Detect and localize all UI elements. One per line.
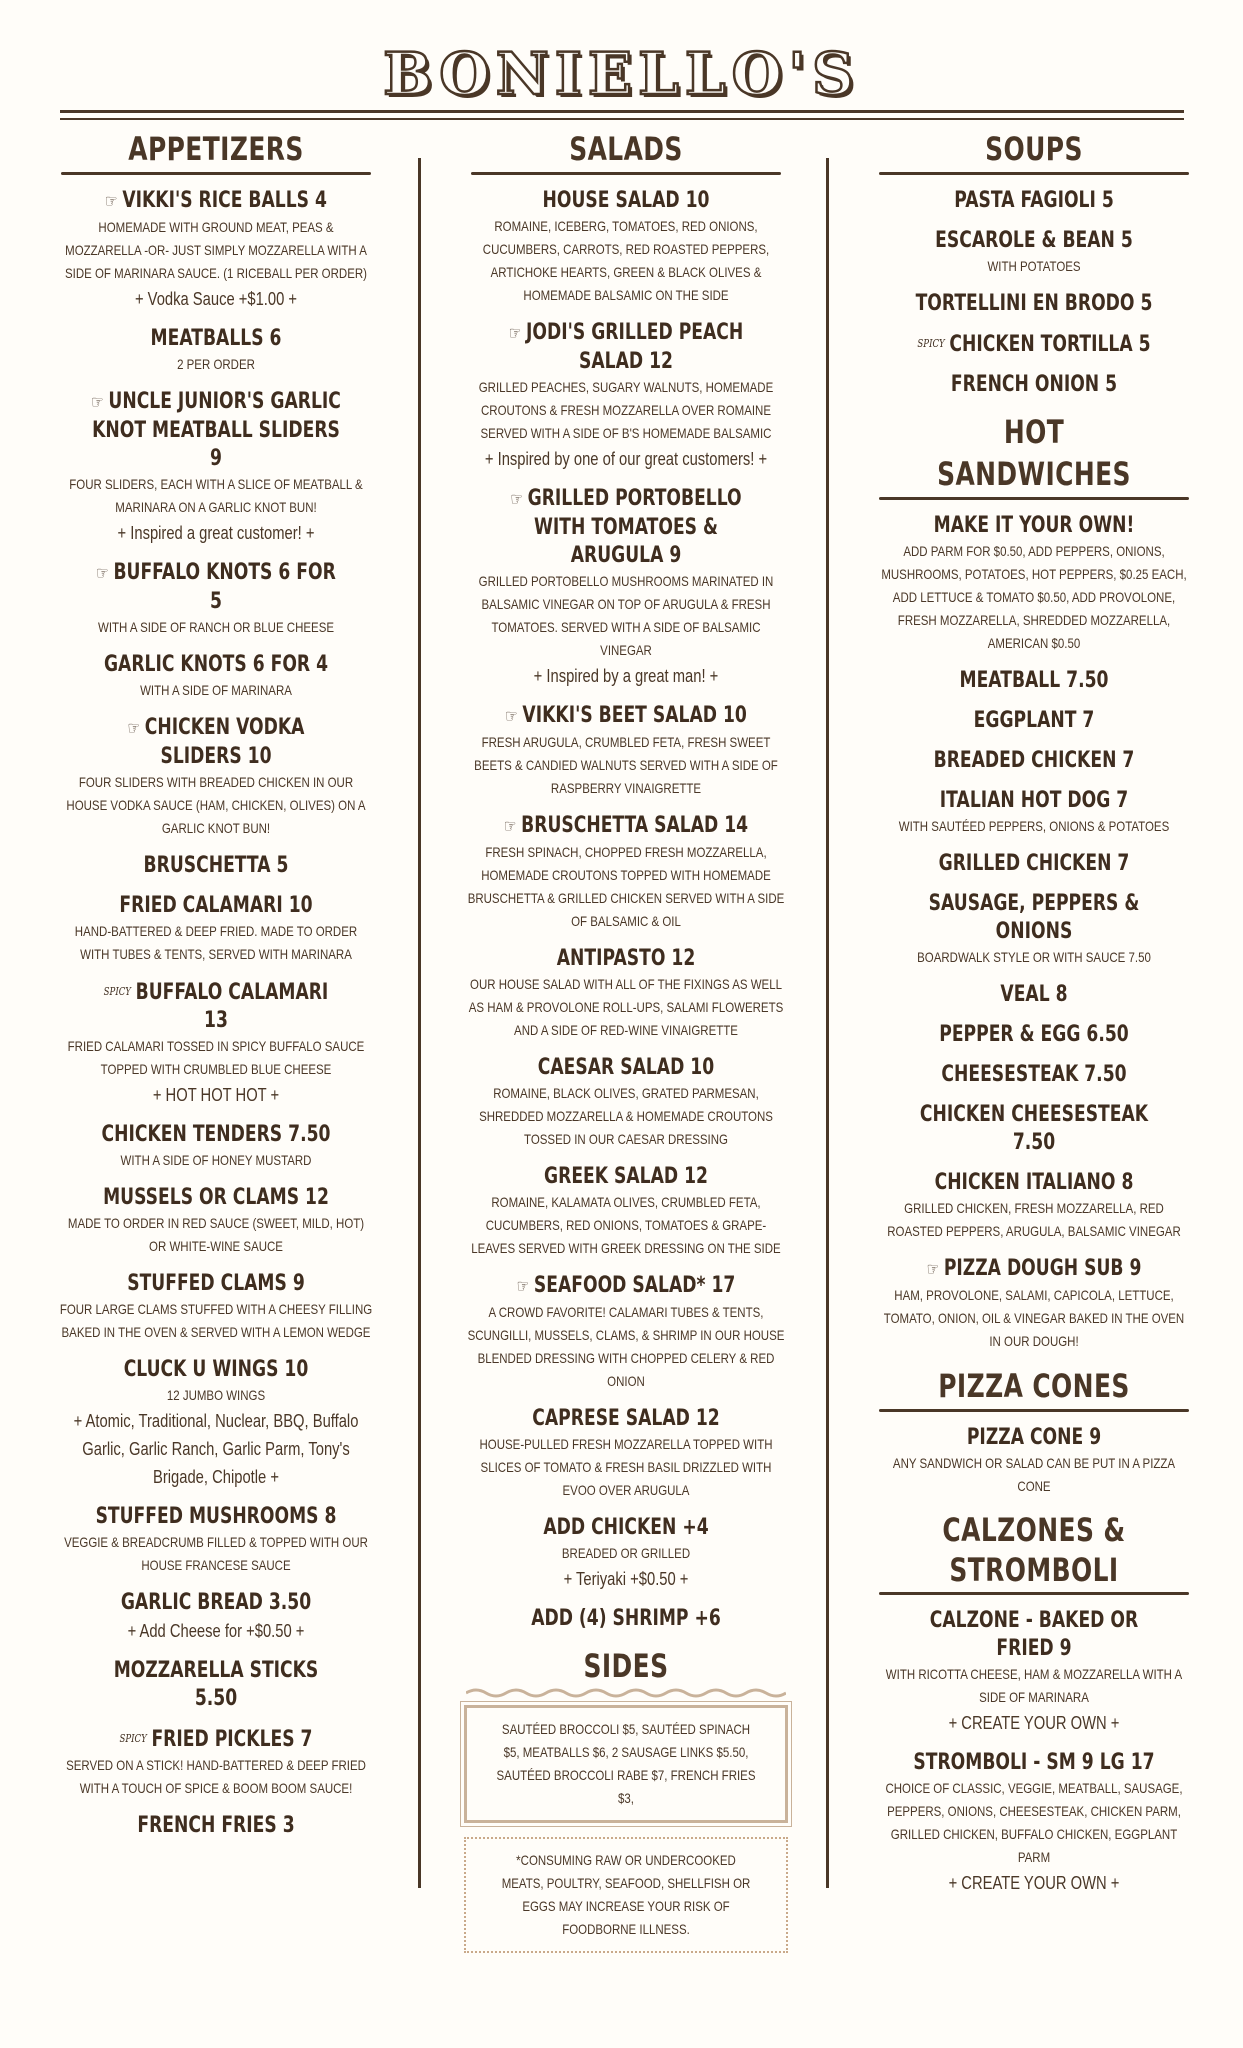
item-description: HAND-BATTERED & DEEP FRIED. MADE TO ORDER WITH TUBES & TENTS, SERVED WITH MARINARA bbox=[74, 923, 358, 962]
item-name-text: CHICKEN CHEESESTEAK 7.50 bbox=[919, 1102, 1149, 1155]
calzones-rule bbox=[879, 1592, 1189, 1595]
menu-item bbox=[462, 945, 790, 1042]
item-description: GRILLED PORTOBELLO MUSHROOMS MARINATED IN BALSAMIC VINEGAR ON TOP OF ARUGULA & FRESH TOMATOES. SERVED WITH A SIDE OF BALSAMIC VINEGAR bbox=[478, 573, 774, 658]
menu-item bbox=[55, 1657, 377, 1713]
item-description: 12 JUMBO WINGS bbox=[166, 1387, 266, 1403]
item-name bbox=[498, 945, 754, 973]
menu-item bbox=[462, 187, 790, 307]
appetizers-title: APPETIZERS bbox=[128, 130, 304, 168]
menu-item bbox=[873, 1424, 1195, 1498]
menu-item bbox=[55, 325, 377, 376]
menu-item bbox=[873, 747, 1195, 775]
soups-rule bbox=[879, 172, 1189, 175]
sides-list: SAUTÉED BROCCOLI $5, SAUTÉED SPINACH $5, MEATBALLS $6, 2 SAUSAGE LINKS $5.50, SAUTÉED BROCCOLI RABE $7, FRENCH FRIES $3, bbox=[496, 1721, 756, 1806]
item-description: FRIED CALAMARI TOSSED IN SPICY BUFFALO SAUCE TOPPED WITH CRUMBLED BLUE CHEESE bbox=[67, 1038, 365, 1077]
item-name bbox=[908, 227, 1159, 255]
item-name bbox=[908, 1255, 1159, 1284]
hot-sandwiches-rule bbox=[879, 497, 1189, 500]
item-name bbox=[90, 1812, 341, 1840]
item-description: BREADED OR GRILLED bbox=[561, 1545, 691, 1561]
item-description: ROMAINE, KALAMATA OLIVES, CRUMBLED FETA, CUCUMBERS, RED ONIONS, TOMATOES & GRAPE-LEAVES SERVED WITH GREEK DRESSING ON THE SIDE bbox=[471, 1194, 781, 1256]
item-name bbox=[90, 1657, 341, 1713]
item-name bbox=[90, 714, 341, 771]
item-name bbox=[90, 559, 341, 616]
item-description: VEGGIE & BREADCRUMB FILLED & TOPPED WITH OUR HOUSE FRANCESE SAUCE bbox=[64, 1534, 368, 1573]
item-name-text: CAESAR SALAD 10 bbox=[537, 1055, 715, 1080]
menu-item bbox=[55, 1589, 377, 1645]
item-description: WITH RICOTTA CHEESE, HAM & MOZZARELLA WITH A SIDE OF MARINARA bbox=[885, 1666, 1183, 1705]
item-description: WITH A SIDE OF RANCH OR BLUE CHEESE bbox=[97, 619, 335, 635]
item-description: MADE TO ORDER IN RED SAUCE (SWEET, MILD, HOT) OR WHITE-WINE SAUCE bbox=[67, 1215, 365, 1254]
item-name bbox=[498, 1605, 754, 1633]
item-description: FRESH SPINACH, CHOPPED FRESH MOZZARELLA, HOMEMADE CROUTONS TOPPED WITH HOMEMADE BRUSCHETTA & GRILLED CHICKEN SERVED WITH A SIDE OF BALSAMIC & OIL bbox=[467, 844, 785, 929]
item-name-text: MEATBALL 7.50 bbox=[959, 668, 1109, 693]
item-name bbox=[90, 1725, 341, 1754]
header-rule-thick bbox=[60, 110, 1184, 113]
salads-rule bbox=[471, 172, 781, 175]
item-name-text: HOUSE SALAD 10 bbox=[542, 188, 710, 213]
menu-item bbox=[873, 371, 1195, 399]
item-note: + Teriyaki +$0.50 + bbox=[563, 1569, 689, 1589]
item-description: ROMAINE, ICEBERG, TOMATOES, RED ONIONS, CUCUMBERS, CARROTS, RED ROASTED PEPPERS, ARTICHOKE HEARTS, GREEN & BLACK OLIVES & HOMEMADE BALSAMIC ON THE SIDE bbox=[482, 218, 770, 303]
item-name bbox=[90, 388, 341, 473]
item-description: HOMEMADE WITH GROUND MEAT, PEAS & MOZZARELLA -OR- JUST SIMPLY MOZZARELLA WITH A SIDE OF MARINARA SAUCE. (1 RICEBALL PER ORDER) bbox=[65, 219, 367, 281]
menu-item bbox=[873, 1607, 1195, 1737]
item-name-text: STUFFED MUSHROOMS 8 bbox=[95, 1504, 337, 1529]
menu-item bbox=[55, 1270, 377, 1344]
menu-item bbox=[873, 512, 1195, 655]
item-name bbox=[90, 852, 341, 880]
item-name bbox=[908, 890, 1159, 946]
item-note: + HOT HOT HOT + bbox=[152, 1085, 280, 1105]
item-name-text: MAKE IT YOUR OWN! bbox=[933, 513, 1135, 538]
pointing-hand-icon: ☞ bbox=[508, 323, 522, 344]
pointing-hand-icon: ☞ bbox=[516, 1276, 530, 1297]
salads-title: SALADS bbox=[569, 130, 683, 168]
pointing-hand-icon: ☞ bbox=[503, 816, 517, 837]
item-name bbox=[90, 1121, 341, 1149]
menu-item bbox=[873, 890, 1195, 969]
item-description: BOARDWALK STYLE OR WITH SAUCE 7.50 bbox=[917, 949, 1151, 965]
column-appetizers bbox=[55, 128, 377, 1852]
hot-sandwiches-section bbox=[873, 411, 1195, 1353]
menu-item bbox=[462, 319, 790, 473]
menu-item bbox=[55, 651, 377, 702]
appetizers-rule bbox=[61, 172, 371, 175]
item-name bbox=[498, 1054, 754, 1082]
item-note: + Vodka Sauce +$1.00 + bbox=[134, 289, 298, 309]
item-name bbox=[90, 1184, 341, 1212]
item-note: + CREATE YOUR OWN + bbox=[948, 1873, 1120, 1893]
item-name-text: STROMBOLI - SM 9 LG 17 bbox=[913, 1750, 1155, 1775]
item-name-text: CHICKEN VODKA SLIDERS 10 bbox=[144, 715, 305, 769]
item-name bbox=[908, 707, 1159, 735]
menu-item bbox=[55, 1121, 377, 1172]
item-name bbox=[908, 1169, 1159, 1197]
menu-item bbox=[462, 485, 790, 690]
item-name-text: BUFFALO KNOTS 6 FOR 5 bbox=[113, 560, 336, 614]
item-name-text: TORTELLINI EN BRODO 5 bbox=[915, 291, 1153, 316]
item-name-text: FRIED PICKLES 7 bbox=[151, 1727, 313, 1752]
pointing-hand-icon: ☞ bbox=[96, 563, 109, 584]
item-name bbox=[908, 187, 1159, 215]
item-name bbox=[908, 1101, 1159, 1157]
item-name-text: CHICKEN TENDERS 7.50 bbox=[101, 1122, 331, 1147]
menu-item bbox=[55, 714, 377, 840]
item-description: CHOICE OF CLASSIC, VEGGIE, MEATBALL, SAUSAGE, PEPPERS, ONIONS, CHEESESTEAK, CHICKEN PARM, GRILLED CHICKEN, BUFFALO CHICKEN, EGGPLANT PARM bbox=[885, 1780, 1183, 1865]
appetizers-section bbox=[55, 128, 377, 1840]
menu-item bbox=[873, 290, 1195, 318]
item-note: + Inspired by a great man! + bbox=[533, 666, 719, 686]
item-name bbox=[498, 812, 754, 841]
item-note: + Atomic, Traditional, Nuclear, BBQ, Buffalo Garlic, Garlic Ranch, Garlic Parm, Tony's Brigade, Chipotle + bbox=[73, 1411, 359, 1487]
item-name-text: BREADED CHICKEN 7 bbox=[933, 748, 1135, 773]
item-name-text: FRIED CALAMARI 10 bbox=[119, 893, 313, 918]
item-name bbox=[908, 747, 1159, 775]
item-name-text: PEPPER & EGG 6.50 bbox=[939, 1022, 1129, 1047]
menu-item bbox=[55, 187, 377, 313]
item-name bbox=[90, 1589, 341, 1617]
menu-item bbox=[55, 388, 377, 547]
item-name-text: CLUCK U WINGS 10 bbox=[123, 1357, 309, 1382]
item-name-text: MEATBALLS 6 bbox=[150, 326, 282, 351]
pointing-hand-icon: ☞ bbox=[127, 718, 141, 739]
pointing-hand-icon: ☞ bbox=[505, 706, 518, 727]
pointing-hand-icon: ☞ bbox=[91, 392, 104, 413]
item-description: WITH POTATOES bbox=[987, 258, 1081, 274]
calzones-title: CALZONES & STROMBOLI bbox=[942, 1511, 1126, 1589]
item-name bbox=[498, 1514, 754, 1542]
item-name bbox=[90, 1356, 341, 1384]
item-name bbox=[90, 325, 341, 353]
item-description: GRILLED PEACHES, SUGARY WALNUTS, HOMEMADE CROUTONS & FRESH MOZZARELLA OVER ROMAINE SERVED WITH A SIDE OF B'S HOMEMADE BALSAMIC bbox=[478, 379, 774, 441]
menu-item bbox=[55, 559, 377, 639]
spicy-label: SPICY bbox=[103, 985, 131, 998]
menu-item bbox=[55, 978, 377, 1109]
item-name-text: ITALIAN HOT DOG 7 bbox=[939, 788, 1129, 813]
item-name bbox=[908, 290, 1159, 318]
wave-divider bbox=[466, 1687, 786, 1699]
item-name-text: EGGPLANT 7 bbox=[973, 708, 1095, 733]
menu-item bbox=[873, 1061, 1195, 1089]
menu-item bbox=[873, 227, 1195, 278]
menu-item bbox=[873, 787, 1195, 838]
item-name-text: VEAL 8 bbox=[1000, 982, 1068, 1007]
menu-item bbox=[873, 1169, 1195, 1243]
item-name-text: PIZZA CONE 9 bbox=[966, 1425, 1102, 1450]
menu-item bbox=[462, 1163, 790, 1260]
item-name-text: GRILLED CHICKEN 7 bbox=[938, 851, 1130, 876]
food-warning: *CONSUMING RAW OR UNDERCOOKED MEATS, POULTRY, SEAFOOD, SHELLFISH OR EGGS MAY INCREASE YOUR RISK OF FOODBORNE ILLNESS. bbox=[501, 1852, 751, 1937]
item-note: + Add Cheese for +$0.50 + bbox=[127, 1621, 305, 1641]
menu-item bbox=[55, 1725, 377, 1800]
item-description: 2 PER ORDER bbox=[177, 356, 255, 372]
menu-item bbox=[55, 1356, 377, 1491]
menu-item bbox=[873, 981, 1195, 1009]
item-description: WITH SAUTÉED PEPPERS, ONIONS & POTATOES bbox=[898, 818, 1170, 834]
item-name bbox=[908, 667, 1159, 695]
item-name bbox=[90, 892, 341, 920]
item-name-text: GARLIC KNOTS 6 FOR 4 bbox=[103, 652, 329, 677]
menu-item bbox=[873, 707, 1195, 735]
calzones-section bbox=[873, 1510, 1195, 1897]
restaurant-name: BONIELLO'S bbox=[383, 40, 860, 108]
item-name bbox=[90, 651, 341, 679]
pointing-hand-icon: ☞ bbox=[926, 1259, 940, 1280]
sides-box bbox=[464, 1705, 788, 1823]
item-description: HOUSE-PULLED FRESH MOZZARELLA TOPPED WITH SLICES OF TOMATO & FRESH BASIL DRIZZLED WITH EVOO OVER ARUGULA bbox=[479, 1436, 773, 1498]
item-name-text: VIKKI'S RICE BALLS 4 bbox=[122, 188, 327, 213]
menu-item bbox=[873, 850, 1195, 878]
menu-item bbox=[462, 1514, 790, 1593]
item-name-text: BUFFALO CALAMARI 13 bbox=[135, 980, 329, 1033]
sides-title: SIDES bbox=[583, 1647, 669, 1685]
item-name-text: CALZONE - BAKED OR FRIED 9 bbox=[929, 1608, 1139, 1661]
item-name bbox=[908, 1021, 1159, 1049]
item-name-text: ADD CHICKEN +4 bbox=[543, 1515, 709, 1540]
sides-section bbox=[462, 1645, 790, 1953]
spicy-label: SPICY bbox=[119, 1732, 147, 1745]
item-description: ROMAINE, BLACK OLIVES, GRATED PARMESAN, SHREDDED MOZZARELLA & HOMEMADE CROUTONS TOSSED IN OUR CAESAR DRESSING bbox=[479, 1085, 773, 1147]
food-warning-box bbox=[464, 1837, 788, 1953]
item-name bbox=[90, 1503, 341, 1531]
item-name-text: STUFFED CLAMS 9 bbox=[127, 1271, 305, 1296]
item-description: SERVED ON A STICK! HAND-BATTERED & DEEP FRIED WITH A TOUCH OF SPICE & BOOM BOOM SAUCE! bbox=[66, 1757, 366, 1796]
item-name-text: JODI'S GRILLED PEACH SALAD 12 bbox=[526, 320, 744, 374]
item-description: FOUR SLIDERS, EACH WITH A SLICE OF MEATBALL & MARINARA ON A GARLIC KNOT BUN! bbox=[69, 476, 363, 515]
item-name-text: FRENCH ONION 5 bbox=[950, 372, 1118, 397]
menu-item bbox=[55, 892, 377, 966]
menu-item bbox=[873, 187, 1195, 215]
item-name bbox=[498, 1405, 754, 1433]
item-description: ANY SANDWICH OR SALAD CAN BE PUT IN A PIZZA CONE bbox=[892, 1455, 1176, 1494]
item-description: FRESH ARUGULA, CRUMBLED FETA, FRESH SWEET BEETS & CANDIED WALNUTS SERVED WITH A SIDE OF RASPBERRY VINAIGRETTE bbox=[474, 734, 778, 796]
menu-item bbox=[462, 1272, 790, 1393]
item-name-text: BRUSCHETTA SALAD 14 bbox=[521, 813, 749, 838]
item-name bbox=[908, 1424, 1159, 1452]
item-name bbox=[498, 485, 754, 570]
item-name-text: PASTA FAGIOLI 5 bbox=[954, 188, 1114, 213]
item-name bbox=[908, 787, 1159, 815]
item-name-text: PIZZA DOUGH SUB 9 bbox=[943, 1256, 1142, 1281]
item-name-text: CHICKEN ITALIANO 8 bbox=[934, 1170, 1134, 1195]
column-right bbox=[873, 128, 1195, 1909]
item-description: WITH A SIDE OF HONEY MUSTARD bbox=[120, 1152, 312, 1168]
item-note: + Inspired a great customer! + bbox=[117, 523, 315, 543]
item-description: A CROWD FAVORITE! CALAMARI TUBES & TENTS, SCUNGILLI, MUSSELS, CLAMS, & SHRIMP IN OUR HOUSE BLENDED DRESSING WITH CHOPPED CELERY & RED ONION bbox=[467, 1304, 785, 1389]
menu-item bbox=[55, 852, 377, 880]
menu-item bbox=[462, 1054, 790, 1151]
item-description: OUR HOUSE SALAD WITH ALL OF THE FIXINGS AS WELL AS HAM & PROVOLONE ROLL-UPS, SALAMI FLOWERETS AND A SIDE OF RED-WINE VINAIGRETTE bbox=[468, 976, 784, 1038]
pointing-hand-icon: ☞ bbox=[510, 489, 523, 510]
column-divider-right bbox=[826, 158, 829, 1888]
item-name bbox=[90, 978, 341, 1035]
menu-item bbox=[873, 667, 1195, 695]
item-name-text: SAUSAGE, PEPPERS & ONIONS bbox=[928, 891, 1140, 944]
header-rule-thin bbox=[60, 118, 1184, 120]
item-name-text: CAPRESE SALAD 12 bbox=[532, 1406, 720, 1431]
item-note: + CREATE YOUR OWN + bbox=[948, 1713, 1120, 1733]
item-name-text: SEAFOOD SALAD* 17 bbox=[533, 1273, 736, 1298]
item-name-text: UNCLE JUNIOR'S GARLIC KNOT MEATBALL SLIDERS 9 bbox=[92, 389, 341, 471]
menu-item bbox=[873, 1255, 1195, 1353]
menu-item bbox=[873, 1101, 1195, 1157]
pizza-cones-rule bbox=[879, 1409, 1189, 1412]
item-description: HAM, PROVOLONE, SALAMI, CAPICOLA, LETTUCE, TOMATO, ONION, OIL & VINEGAR BAKED IN THE OVEN IN OUR DOUGH! bbox=[883, 1287, 1185, 1349]
soups-section bbox=[873, 128, 1195, 399]
item-name bbox=[498, 187, 754, 215]
item-name-text: FRENCH FRIES 3 bbox=[137, 1813, 295, 1838]
item-name bbox=[908, 512, 1159, 540]
item-name bbox=[498, 702, 754, 731]
item-name bbox=[908, 981, 1159, 1009]
menu-item bbox=[873, 330, 1195, 359]
item-name bbox=[908, 1061, 1159, 1089]
item-name bbox=[498, 1272, 754, 1301]
item-name-text: MUSSELS OR CLAMS 12 bbox=[103, 1185, 329, 1210]
menu-item bbox=[55, 1503, 377, 1577]
item-description: GRILLED CHICKEN, FRESH MOZZARELLA, RED ROASTED PEPPERS, ARUGULA, BALSAMIC VINEGAR bbox=[887, 1200, 1181, 1239]
item-description: FOUR LARGE CLAMS STUFFED WITH A CHEESY FILLING BAKED IN THE OVEN & SERVED WITH A LEMON WEDGE bbox=[59, 1301, 373, 1340]
item-note: + Inspired by one of our great customers! + bbox=[484, 449, 768, 469]
menu-item bbox=[462, 1405, 790, 1502]
item-name-text: CHICKEN TORTILLA 5 bbox=[949, 332, 1151, 357]
item-name-text: GARLIC BREAD 3.50 bbox=[120, 1590, 312, 1615]
item-name bbox=[908, 371, 1159, 399]
menu-item bbox=[462, 702, 790, 800]
item-name-text: ESCAROLE & BEAN 5 bbox=[935, 228, 1133, 253]
pizza-cones-section bbox=[873, 1365, 1195, 1498]
item-description: FOUR SLIDERS WITH BREADED CHICKEN IN OUR HOUSE VODKA SAUCE (HAM, CHICKEN, OLIVES) ON A GARLIC KNOT BUN! bbox=[66, 774, 366, 836]
item-name-text: GREEK SALAD 12 bbox=[544, 1164, 708, 1189]
menu-item bbox=[873, 1021, 1195, 1049]
column-salads bbox=[462, 128, 790, 1953]
item-name bbox=[908, 330, 1159, 359]
hot-sandwiches-title: HOT SANDWICHES bbox=[937, 413, 1131, 493]
item-description: ADD PARM FOR $0.50, ADD PEPPERS, ONIONS, MUSHROOMS, POTATOES, HOT PEPPERS, $0.25 EACH, ADD LETTUCE & TOMATO $0.50, ADD PROVOLONE, FRESH MOZZARELLA, SHREDDED MOZZARELLA, AMERICAN $0.50 bbox=[881, 543, 1187, 651]
salads-section bbox=[462, 128, 790, 1633]
item-name-text: MOZZARELLA STICKS 5.50 bbox=[113, 1658, 319, 1711]
pizza-cones-title: PIZZA CONES bbox=[938, 1367, 1130, 1405]
item-name bbox=[908, 1607, 1159, 1663]
menu-item bbox=[55, 1812, 377, 1840]
item-name-text: GRILLED PORTOBELLO WITH TOMATOES & ARUGULA 9 bbox=[527, 486, 742, 568]
item-name bbox=[90, 187, 341, 216]
menu-item bbox=[462, 1605, 790, 1633]
item-description: WITH A SIDE OF MARINARA bbox=[140, 682, 292, 698]
item-name-text: ANTIPASTO 12 bbox=[556, 946, 696, 971]
item-name bbox=[498, 319, 754, 376]
item-name-text: ADD (4) SHRIMP +6 bbox=[531, 1606, 721, 1631]
soups-title: SOUPS bbox=[985, 130, 1083, 168]
menu-item bbox=[873, 1749, 1195, 1897]
item-name bbox=[908, 1749, 1159, 1777]
menu-item bbox=[55, 1184, 377, 1258]
item-name bbox=[908, 850, 1159, 878]
spicy-label: SPICY bbox=[917, 337, 945, 350]
column-divider-left bbox=[418, 158, 421, 1888]
item-name bbox=[498, 1163, 754, 1191]
pointing-hand-icon: ☞ bbox=[105, 191, 118, 212]
item-name-text: CHEESESTEAK 7.50 bbox=[941, 1062, 1127, 1087]
menu-item bbox=[462, 812, 790, 933]
item-name bbox=[90, 1270, 341, 1298]
item-name-text: VIKKI'S BEET SALAD 10 bbox=[522, 703, 747, 728]
item-name-text: BRUSCHETTA 5 bbox=[143, 853, 289, 878]
